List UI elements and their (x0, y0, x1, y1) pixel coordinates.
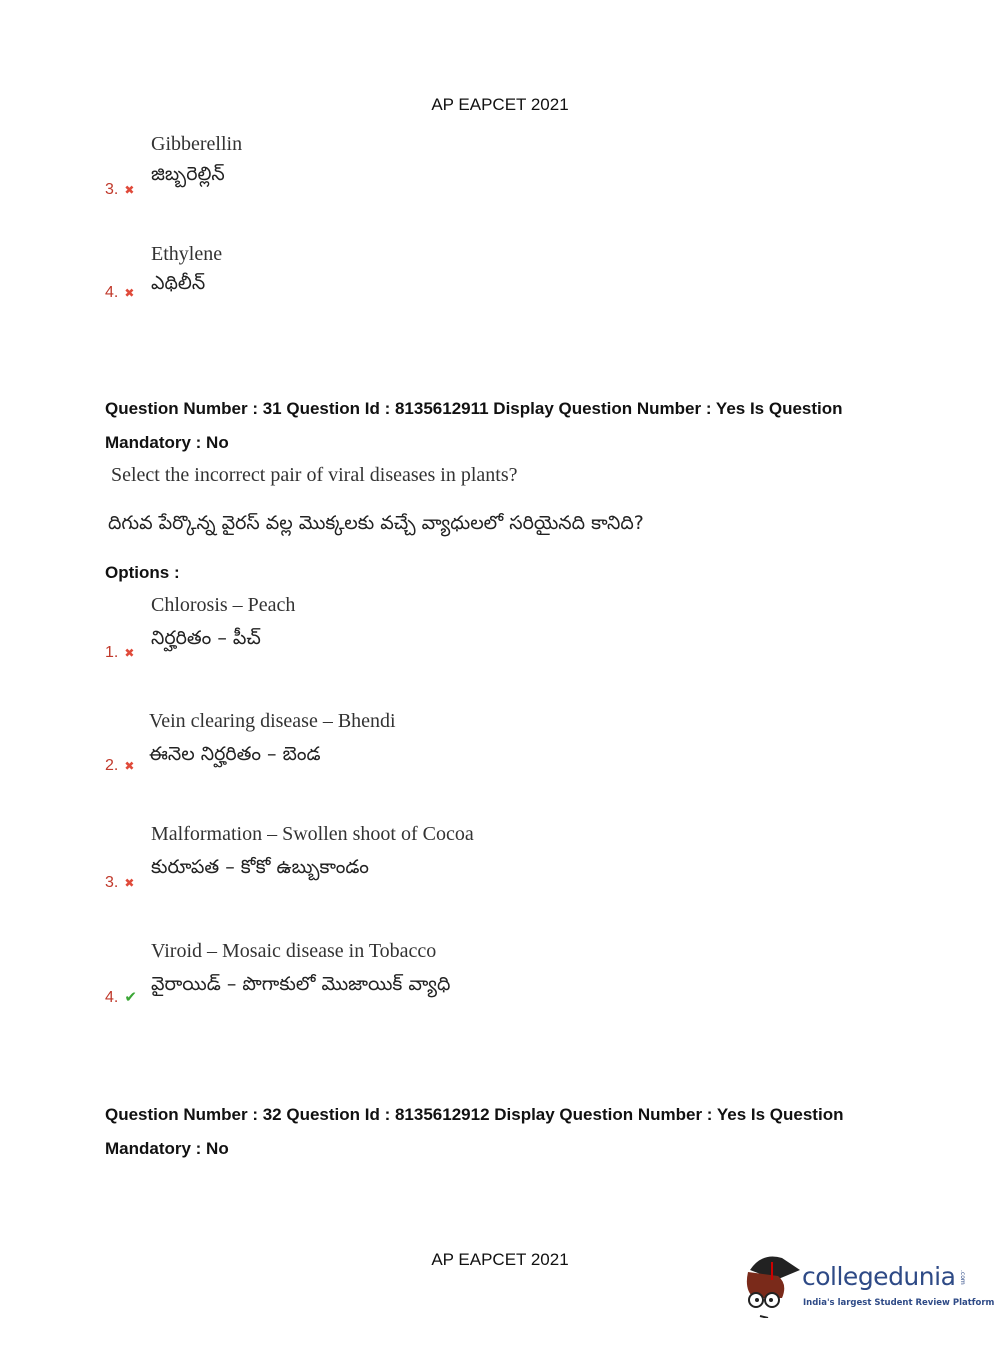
wrong-icon: ✖ (124, 286, 135, 300)
option-number (105, 757, 134, 775)
collegedunia-logo (742, 1250, 995, 1320)
option-text-te: ఎథిలీన్ (151, 272, 206, 294)
option-num-label: 3. (105, 181, 119, 198)
option-text-te: ఈనెల నిర్హరితం – బెండ (149, 743, 321, 765)
question-meta (105, 1098, 965, 1166)
option-num-label: 2. (105, 757, 119, 774)
question-mandatory: Mandatory : No (105, 1139, 229, 1158)
option-text-te: నిర్హరితం – పీచ్ (151, 627, 261, 649)
wrong-icon: ✖ (124, 876, 135, 890)
wrong-icon: ✖ (124, 759, 135, 773)
option-text-en: Malformation – Swollen shoot of Cocoa (151, 823, 474, 845)
option-number (105, 874, 134, 892)
question-meta (105, 392, 965, 460)
option-num-label: 4. (105, 989, 119, 1006)
correct-check-icon: ✔ (124, 989, 137, 1006)
option-text-en: Chlorosis – Peach (151, 594, 296, 616)
wrong-icon: ✖ (124, 646, 135, 660)
wrong-icon: ✖ (124, 183, 135, 197)
option-number (105, 644, 134, 662)
option-num-label: 4. (105, 284, 119, 301)
option-num-label: 1. (105, 644, 119, 661)
option-number (105, 988, 137, 1007)
option-number (105, 181, 134, 199)
option-text-en: Vein clearing disease – Bhendi (149, 710, 396, 732)
page-header: AP EAPCET 2021 (431, 95, 569, 114)
question-meta-line: Question Number : 31 Question Id : 8135612911 Display Question Number : Yes Is Question (105, 399, 843, 418)
logo-suffix: .com (959, 1270, 966, 1285)
option-text-te: వైరాయిడ్ – పొగాకులో మొజాయిక్ వ్యాధి (151, 973, 451, 995)
option-text-te: జిబ్బరెల్లిన్ (151, 163, 225, 185)
option-text-en: Ethylene (151, 243, 223, 265)
question-text-te: దిగువ పేర్కొన్న వైరస్ వల్ల మొక్కలకు వచ్చే వ్యాధులలో సరియైనది కానిది? (108, 512, 644, 534)
option-number (105, 284, 134, 302)
option-text-te: కురూపత – కోకో ఉబ్బుకాండం (151, 856, 369, 878)
logo-wordmark: collegedunia (802, 1262, 956, 1291)
option-text-en: Viroid – Mosaic disease in Tobacco (151, 940, 437, 962)
logo-tagline: India's largest Student Review Platform (803, 1298, 995, 1308)
question-mandatory: Mandatory : No (105, 433, 229, 452)
page-footer: AP EAPCET 2021 (431, 1250, 569, 1269)
option-num-label: 3. (105, 874, 119, 891)
options-label: Options : (105, 563, 180, 582)
option-text-en: Gibberellin (151, 133, 243, 155)
question-meta-line: Question Number : 32 Question Id : 8135612912 Display Question Number : Yes Is Question (105, 1105, 844, 1124)
question-text-en: Select the incorrect pair of viral diseases in plants? (111, 464, 518, 486)
mascot-icon (742, 1250, 802, 1318)
